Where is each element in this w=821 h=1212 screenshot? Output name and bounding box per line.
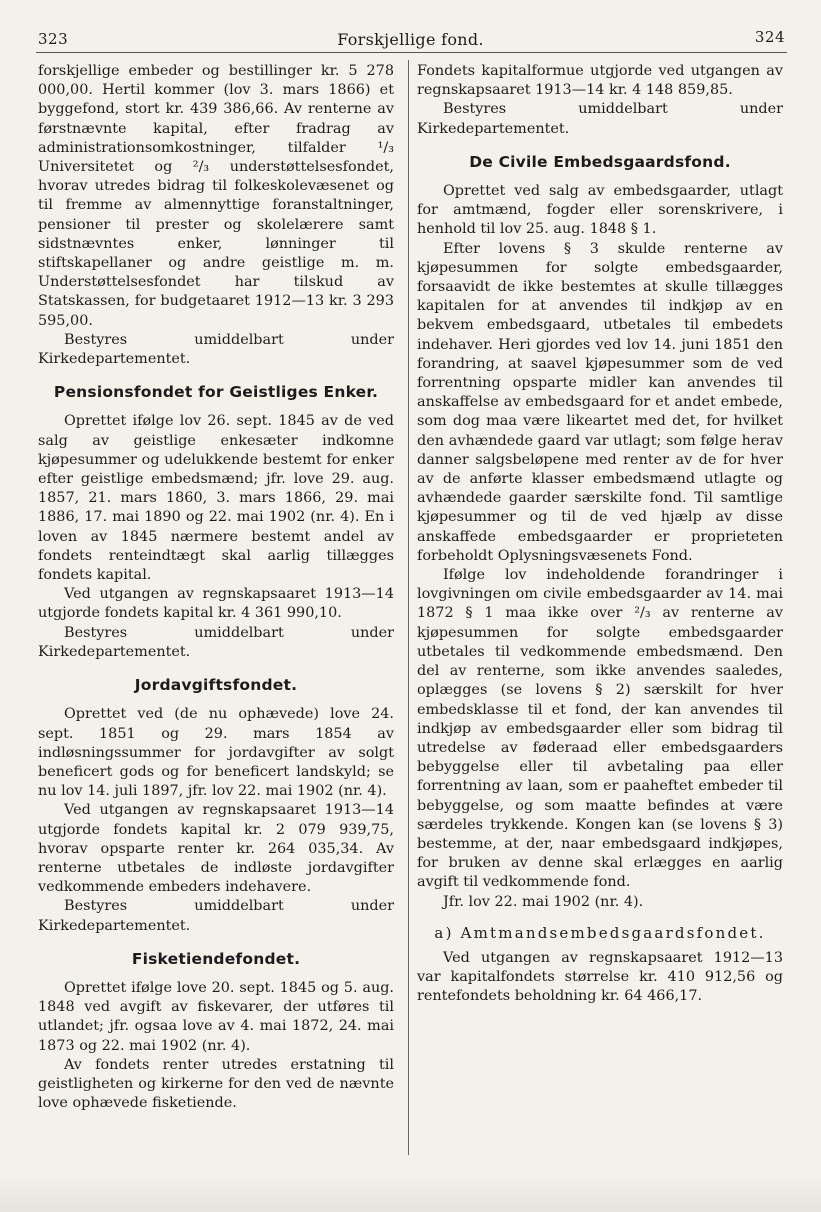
page-header: [0, 0, 821, 58]
running-title: Forskjellige fond.: [337, 30, 484, 49]
column-divider: [408, 60, 409, 1155]
paragraph: Oprettet ifølge love 20. sept. 1845 og 5. aug. 1848 ved avgift av fiskevarer, der utføres til utlandet; jfr. ogsaa love av 4. mai 1872, 24. mai 1873 og 22. mai 1902 (nr. 4).: [38, 979, 394, 1054]
header-rule: [36, 52, 787, 53]
section-heading-civile-embedsgaardsfond: De Civile Embedsgaardsfond.: [469, 152, 731, 171]
paragraph: Bestyres umiddelbart under Kirkedepartementet.: [38, 331, 394, 368]
paragraph: Fondets kapitalformue utgjorde ved utgangen av regnskapsaaret 1913—14 kr. 4 148 859,85.: [417, 63, 783, 99]
section-heading-fisketiendefondet: Fisketiendefondet.: [131, 949, 301, 968]
paragraph: Bestyres umiddelbart under Kirkedepartementet.: [417, 101, 783, 137]
paragraph: Ved utgangen av regnskapsaaret 1913—14 utgjorde fondets kapital kr. 2 079 939,75, hvorav opsparte renter kr. 264 035,34. Av renterne utbetales de indløste jordavgifter vedkommende embeders indehavere.: [38, 802, 394, 896]
paragraph: Bestyres umiddelbart under Kirkedepartementet.: [38, 624, 394, 660]
paragraph: forskjellige embeder og bestillinger kr. 5 278 000,00. Hertil kommer (lov 3. mars 1866) et byggefond, stort kr. 439 386,66. Av renterne av førstnævnte kapital, efter fradrag av administrationsomkostninger, tilfalder ¹/₃ Universitetet og ²/₃ understøttelsesfondet, hvorav utredes bidrag til folkeskolevæsenet og til fremme av almennyttige foranstaltninger, pensioner til prester og skolelærere samt sidstnævntes enker, lønninger til stiftskapellaner og andre geistlige m. m. Understøttelsesfondet har tilskud av Statskassen, for budgetaaret 1912—13 kr. 3 293 595,00.: [38, 63, 394, 329]
paragraph: Av fondets renter utredes erstatning til geistligheten og kirkerne for den ved de nævnte love ophævede fisketiende.: [38, 1056, 394, 1112]
paragraph: Ved utgangen av regnskapsaaret 1913—14 utgjorde fondets kapital kr. 4 361 990,10.: [38, 586, 394, 622]
page-number-right: 324: [754, 28, 785, 46]
paragraph: Efter lovens § 3 skulde renterne av kjøpesummen for solgte embedsgaarder, forsaavidt de ikke bestemtes at skulle tillægges kapitalen for at anvendes til indkjøp av en bekvem embedsgaard, utbetales til embedets indehaver. Heri gjordes ved lov 14. juni 1851 den forandring, at saavel kjøpesummer som de ved forrentning opsparte midler kan anvendes til anskaffelse av embedsgaard for et andet embede, som dog maa være likeartet med det, for hvilket den avhændede gaard var utlagt; som følge herav danner salgsbeløpene med renter av de for hver av de anførte klasser embedsmænd utlagte og avhændede gaarder særskilte fond. Til samtlige kjøpesummer og til de ved hjælp av disse anskaffede embedsgaarder er proprieteten forbeholdt Oplysningsvæsenets Fond.: [417, 240, 783, 564]
page-number-left: 323: [38, 30, 69, 48]
paragraph: Oprettet ifølge lov 26. sept. 1845 av de ved salg av geistlige enkesæter indkomne kjøpesummer og udelukkende bestemt for enker efter geistlige embedsmænd; jfr. love 29. aug. 1857, 21. mars 1860, 3. mars 1866, 29. mai 1886, 17. mai 1890 og 22. mai 1902 (nr. 4). En i loven av 1845 nærmere bestemt andel av fondets renteindtægt skal aarlig tillægges fondets kapital.: [38, 413, 394, 584]
paragraph: Bestyres umiddelbart under Kirkedepartementet.: [38, 898, 394, 934]
paragraph: Jfr. lov 22. mai 1902 (nr. 4).: [443, 893, 644, 910]
section-heading-jordavgiftsfondet: Jordavgiftsfondet.: [134, 676, 298, 695]
paragraph: Ved utgangen av regnskapsaaret 1912—13 var kapitalfondets størrelse kr. 410 912,56 og rentefondets beholdning kr. 64 466,17.: [417, 949, 783, 1005]
paragraph: Oprettet ved salg av embedsgaarder, utlagt for amtmænd, fogder eller sorenskrivere, i henhold til lov 25. aug. 1848 § 1.: [417, 183, 783, 238]
page-bottom-shadow: [0, 1172, 821, 1212]
subsection-heading-amtmandsembedsgaardsfondet: a) Amtmandsembedsgaardsfondet.: [434, 923, 766, 942]
paragraph: Ifølge lov indeholdende forandringer i lovgivningen om civile embedsgaarder av 14. mai 1872 § 1 maa ikke over ²/₃ av renterne av kjøpesummen for solgte embedsgaarder utbetales til vedkommende embedsmænd. Den del av renterne, som ikke anvendes saaledes, oplægges (se lovens § 2) særskilt for hver embedsklasse til et fond, der kan anvendes til indkjøp av embedsgaarder eller som bidrag til utredelse av føderaad eller embedsgaarders bebyggelse eller til avbetaling paa eller forrentning av laan, som er paaheftet embeder til bebyggelse, og som maatte befindes at være særdeles trykkende. Kongen kan (se lovens § 3) bestemme, at der, naar embedsgaard indkjøpes, for bruken av denne skal erlægges en aarlig avgift til vedkommende fond.: [417, 567, 783, 891]
paragraph: Oprettet ved (de nu ophævede) love 24. sept. 1851 og 29. mars 1854 av indløsningssummer for jordavgifter av solgt beneficert gods og for beneficert landskyld; se nu lov 14. juli 1897, jfr. lov 22. mai 1902 (nr. 4).: [38, 706, 394, 800]
left-column: [38, 62, 394, 1113]
section-heading-pensionsfondet: Pensionsfondet for Geistliges Enker.: [53, 383, 379, 402]
right-column: [417, 62, 783, 1007]
